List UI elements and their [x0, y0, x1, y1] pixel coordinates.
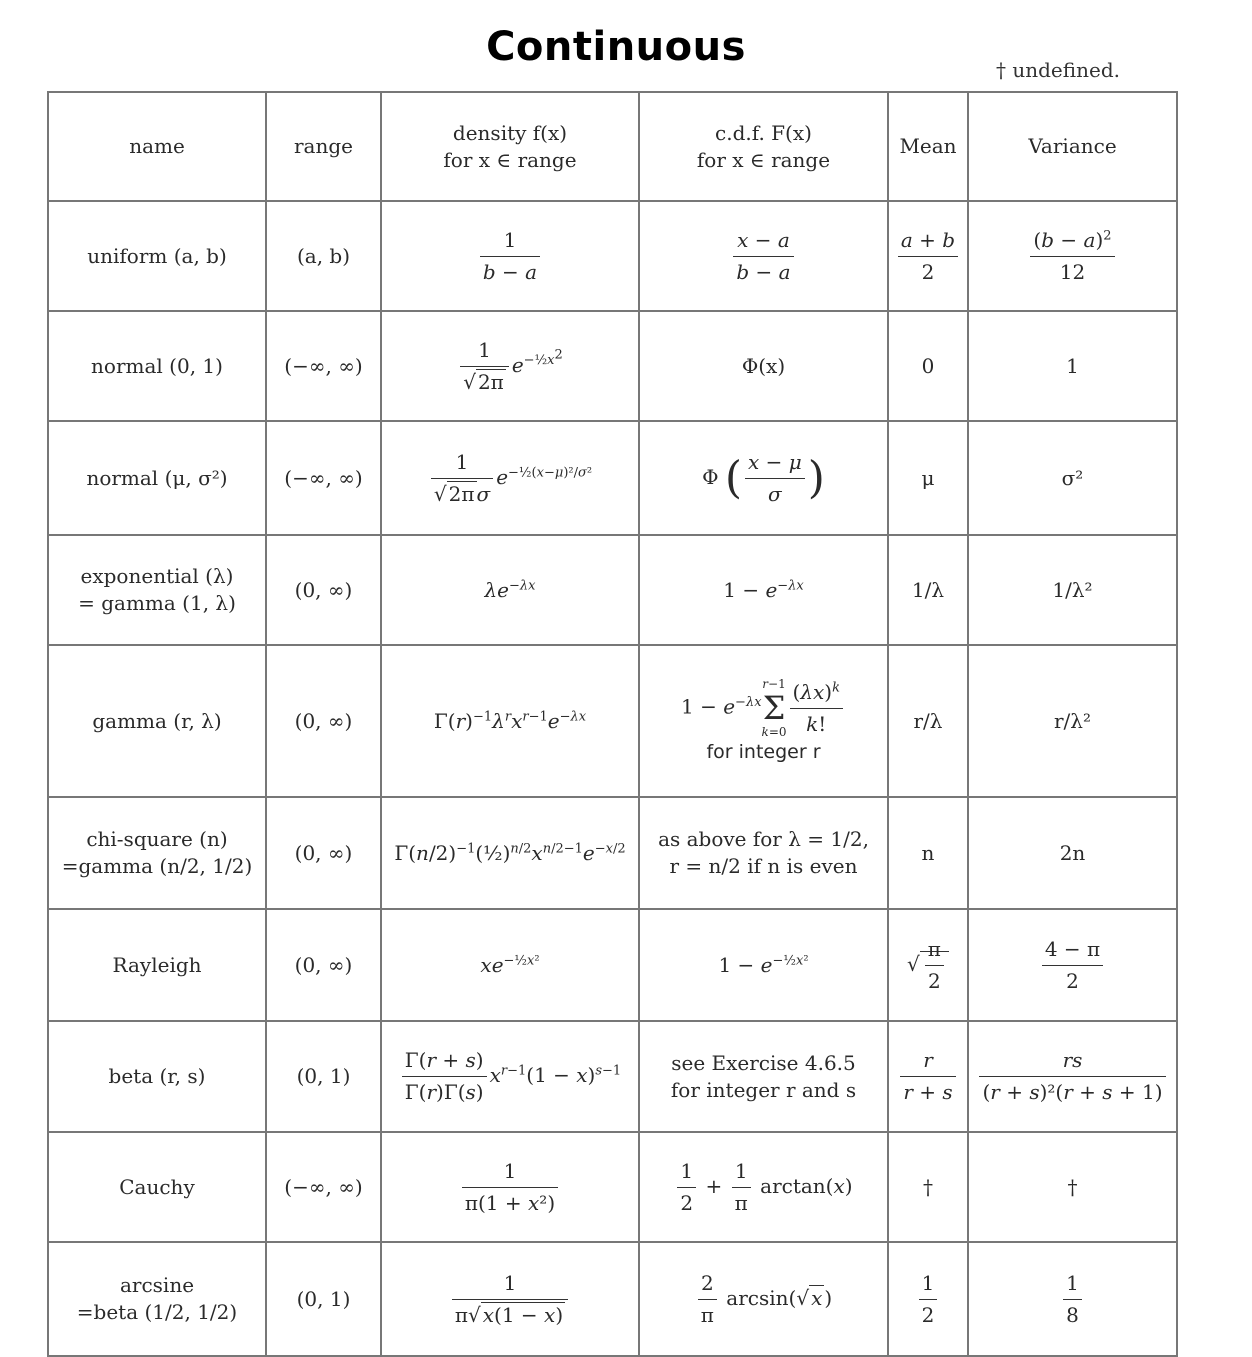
- row-range: (−∞, ∞): [266, 311, 381, 421]
- row-mean: 0: [888, 311, 968, 421]
- row-name-line1: chi-square (n): [86, 827, 228, 851]
- row-name: Rayleigh: [48, 909, 266, 1021]
- row-range: (−∞, ∞): [266, 1132, 381, 1242]
- row-name-line1: exponential (λ): [80, 564, 234, 588]
- row-variance: $\frac{4 - \pi}{2}$: [968, 909, 1177, 1021]
- row-density: $\frac{1}{\text{√ 2π σ}}$ $e^{-\frac{1}{2}(x-\mu)^2/\sigma^2}$: [381, 421, 639, 535]
- row-name: beta (r, s): [48, 1021, 266, 1132]
- row-name: gamma (r, λ): [48, 645, 266, 797]
- header-cdf: [639, 92, 888, 201]
- row-mean: n: [888, 797, 968, 909]
- row-cdf-line1: see Exercise 4.6.5: [671, 1050, 856, 1075]
- row-name-line1: arcsine: [119, 1273, 195, 1297]
- page-title: Continuous: [486, 24, 746, 70]
- table-row: [48, 421, 1177, 535]
- table-row: [48, 909, 1177, 1021]
- table-row: [48, 797, 1177, 909]
- header-density: [381, 92, 639, 201]
- row-range: (0, ∞): [266, 645, 381, 797]
- row-range: (0, ∞): [266, 909, 381, 1021]
- row-mean: $\frac{a + b}{2}$: [888, 201, 968, 311]
- row-cdf: [639, 797, 888, 909]
- table-row: [48, 1242, 1177, 1356]
- row-variance: †: [968, 1132, 1177, 1242]
- header-density-line1: density f(x): [452, 120, 568, 145]
- row-name: Cauchy: [48, 1132, 266, 1242]
- row-cdf: Φ(x): [639, 311, 888, 421]
- row-name: [48, 797, 266, 909]
- header-name: name: [48, 92, 266, 201]
- row-name: normal (0, 1): [48, 311, 266, 421]
- row-cdf: $1 - e^{-\lambda x}$ r−1 Σ k=0 $\frac{(\lambda x)^k}{k!}$ for integer r: [639, 645, 888, 797]
- row-mean: $\frac{1}{2}$: [888, 1242, 968, 1356]
- row-mean: $\frac{r}{r + s}$: [888, 1021, 968, 1132]
- header-density-line2: for x ∈ range: [443, 147, 577, 172]
- continuous-distributions-table: [47, 91, 1178, 1357]
- row-cdf: $\frac{x - a}{b - a}$: [639, 201, 888, 311]
- row-density: $xe^{-\frac{1}{2}x^2}$: [381, 909, 639, 1021]
- row-range: (0, ∞): [266, 535, 381, 645]
- row-range: (0, ∞): [266, 797, 381, 909]
- undefined-footnote: † undefined.: [996, 58, 1120, 82]
- header-row: [48, 92, 1177, 201]
- row-variance: $\frac{(b - a)^2}{12}$: [968, 201, 1177, 311]
- row-variance: $\frac{rs}{\text{(r + s)²(r + s + 1)}}$: [968, 1021, 1177, 1132]
- row-variance: 1/λ²: [968, 535, 1177, 645]
- row-cdf: $\frac{2}{\pi}$ arcsin(√ x ): [639, 1242, 888, 1356]
- row-density: $\frac{1}{\pi√ x(1 - x)}$: [381, 1242, 639, 1356]
- row-cdf-line2: r = n/2 if n is even: [669, 854, 858, 878]
- row-range: (0, 1): [266, 1021, 381, 1132]
- row-cdf: $\frac{1}{2}$ + $\frac{1}{\pi}$ arctan(x): [639, 1132, 888, 1242]
- row-cdf: $1 - e^{-\lambda x}$: [639, 535, 888, 645]
- row-density: $\frac{1}{\text{π(1 + x²)}}$: [381, 1132, 639, 1242]
- row-variance: 2n: [968, 797, 1177, 909]
- row-cdf: $1 - e^{-\frac{1}{2}x^2}$: [639, 909, 888, 1021]
- row-name-line2: =beta (1/2, 1/2): [76, 1300, 238, 1324]
- table-row: [48, 645, 1177, 797]
- row-mean: r/λ: [888, 645, 968, 797]
- row-range: (a, b): [266, 201, 381, 311]
- row-cdf: Φ ( $\frac{x - \mu}{\sigma}$ ): [639, 421, 888, 535]
- table-row: [48, 535, 1177, 645]
- row-mean: 1/λ: [888, 535, 968, 645]
- header-mean: Mean: [888, 92, 968, 201]
- row-cdf-note: for integer r: [706, 741, 821, 764]
- row-mean: †: [888, 1132, 968, 1242]
- row-density: $\frac{\Gamma(r + s)}{\Gamma(r)\Gamma(s)}$ $x^{r-1}(1 - x)^{s-1}$: [381, 1021, 639, 1132]
- row-variance: 1: [968, 311, 1177, 421]
- row-name: [48, 1242, 266, 1356]
- table-row: [48, 1132, 1177, 1242]
- row-cdf-line1: as above for λ = 1/2,: [658, 827, 869, 851]
- header-variance: Variance: [968, 92, 1177, 201]
- table-row: [48, 201, 1177, 311]
- row-density: $\lambda e^{-\lambda x}$: [381, 535, 639, 645]
- header-cdf-line1: c.d.f. F(x): [715, 120, 812, 145]
- table-row: [48, 311, 1177, 421]
- row-name-line2: =gamma (n/2, 1/2): [61, 854, 253, 878]
- row-range: (0, 1): [266, 1242, 381, 1356]
- row-variance: $\frac{1}{8}$: [968, 1242, 1177, 1356]
- row-density: $\Gamma(r)^{-1}\lambda^rx^{r-1}e^{-\lambda x}$: [381, 645, 639, 797]
- header-range: range: [266, 92, 381, 201]
- row-variance: σ²: [968, 421, 1177, 535]
- row-density: $\frac{1}{b - a}$: [381, 201, 639, 311]
- table-row: [48, 1021, 1177, 1132]
- row-cdf-line2: for integer r and s: [670, 1077, 857, 1102]
- row-name-line2: = gamma (1, λ): [78, 591, 236, 615]
- header-cdf-line2: for x ∈ range: [696, 147, 831, 172]
- row-density: $\Gamma(n/2)^{-1}(\frac{1}{2})^{n/2}x^{n/2-1}e^{-x/2}$: [381, 797, 639, 909]
- row-variance: r/λ²: [968, 645, 1177, 797]
- row-name: normal (μ, σ²): [48, 421, 266, 535]
- row-range: (−∞, ∞): [266, 421, 381, 535]
- row-name: uniform (a, b): [48, 201, 266, 311]
- row-density: $\frac{1}{√ 2\pi}$ $e^{-\frac{1}{2}x^2}$: [381, 311, 639, 421]
- row-name: [48, 535, 266, 645]
- row-mean: √ $\frac{\pi}{2}$: [888, 909, 968, 1021]
- row-cdf: [639, 1021, 888, 1132]
- row-mean: μ: [888, 421, 968, 535]
